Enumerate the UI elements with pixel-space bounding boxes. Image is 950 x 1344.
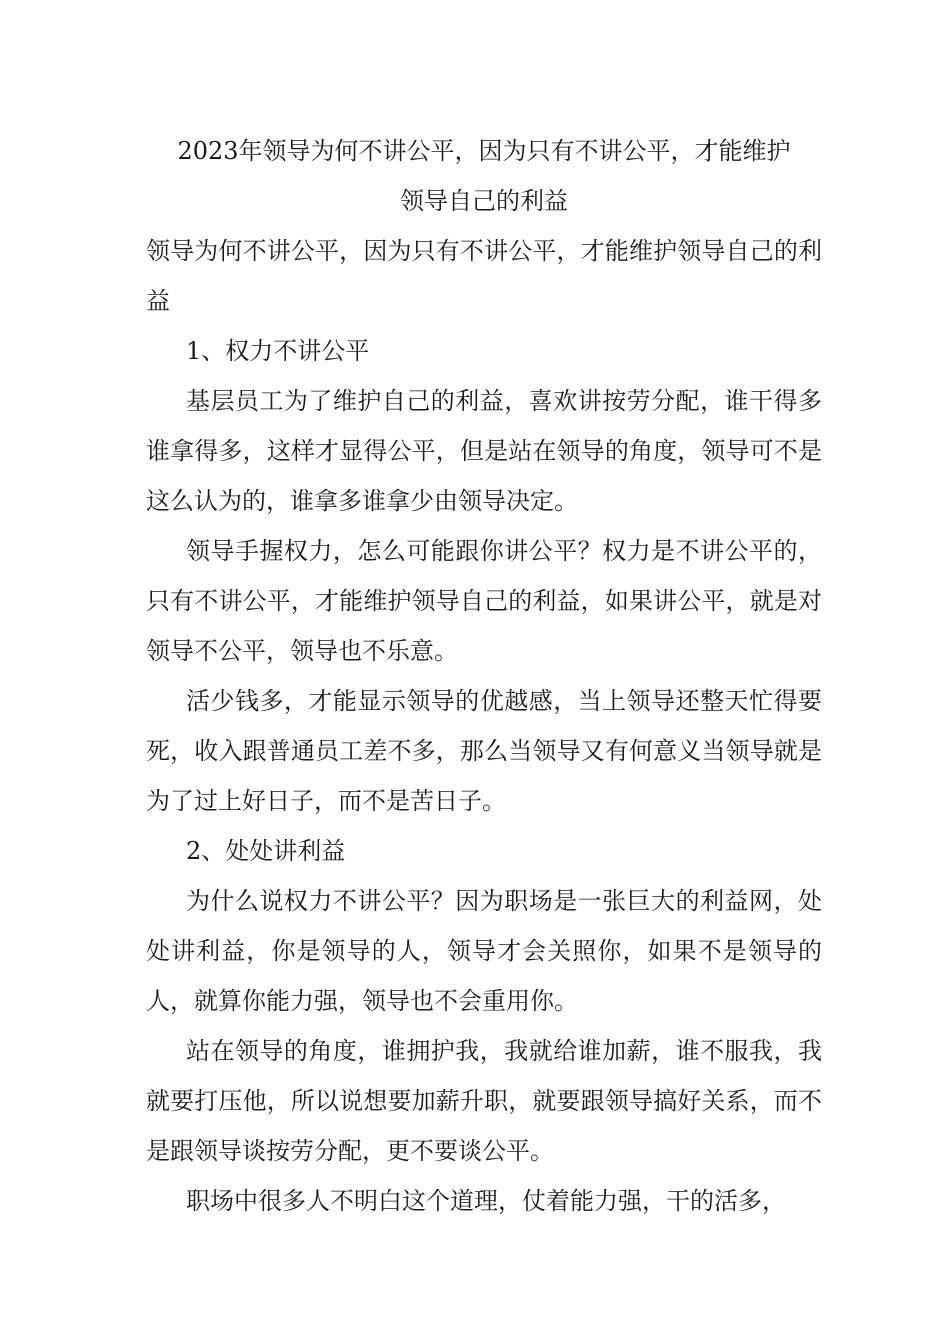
- section-1-heading: 1、权力不讲公平: [186, 337, 370, 365]
- paragraph-4: 为什么说权力不讲公平？因为职场是一张巨大的利益网，处处讲利益，你是领导的人，领导才会关照你，如果不是领导的人，就算你能力强，领导也不会重用你。: [146, 887, 822, 1015]
- paragraph-6: 职场中很多人不明白这个道理，仗着能力强，干的活多，: [186, 1187, 786, 1215]
- paragraph-5: 站在领导的角度，谁拥护我，我就给谁加薪，谁不服我，我就要打压他，所以说想要加薪升职，就要跟领导搞好关系，而不是跟领导谈按劳分配，更不要谈公平。: [146, 1037, 822, 1165]
- document-page: [146, 126, 822, 1226]
- paragraph-2: 领导手握权力，怎么可能跟你讲公平？权力是不讲公平的，只有不讲公平，才能维护领导自己的利益，如果讲公平，就是对领导不公平，领导也不乐意。: [146, 537, 822, 665]
- intro-paragraph: 领导为何不讲公平，因为只有不讲公平，才能维护领导自己的利益: [146, 237, 822, 315]
- section-2-heading: 2、处处讲利益: [186, 837, 346, 865]
- document-title: [146, 126, 822, 226]
- paragraph-1: 基层员工为了维护自己的利益，喜欢讲按劳分配，谁干得多谁拿得多，这样才显得公平，但是站在领导的角度，领导可不是这么认为的，谁拿多谁拿少由领导决定。: [146, 387, 822, 515]
- title-line-2: 领导自己的利益: [400, 187, 568, 215]
- paragraph-3: 活少钱多，才能显示领导的优越感，当上领导还整天忙得要死，收入跟普通员工差不多，那么当领导又有何意义当领导就是为了过上好日子，而不是苦日子。: [146, 687, 822, 815]
- title-line-1: 2023年领导为何不讲公平，因为只有不讲公平，才能维护: [177, 137, 791, 165]
